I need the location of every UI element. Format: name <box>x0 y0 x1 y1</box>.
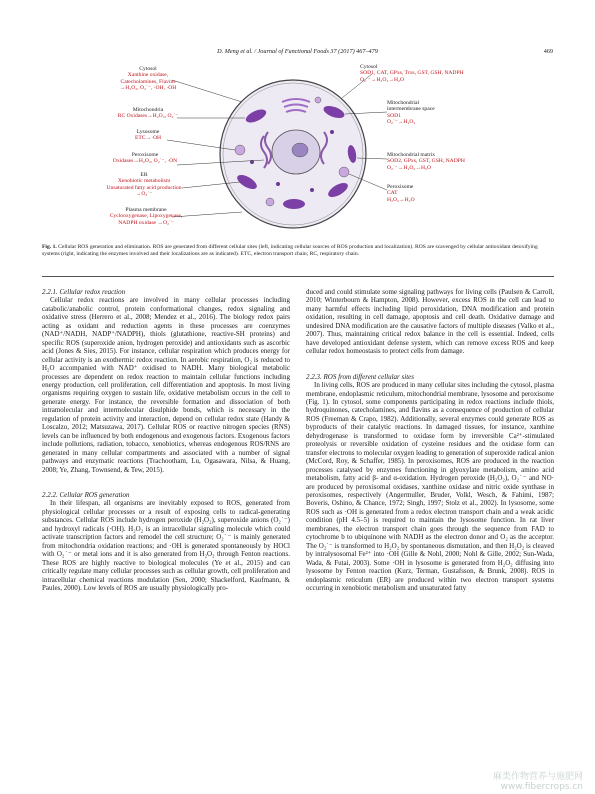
figure-1 <box>42 62 554 242</box>
label-plasma-membrane-source: Plasma membrane Cyclooxygenase, Lipoxygenase, NADPH oxidase →O₂˙⁻ <box>109 207 183 226</box>
page-number: 469 <box>543 48 553 55</box>
watermark: 麻类作物营养与施肥网 www.fibercrops.cn <box>492 772 583 792</box>
label-peroxisome-scavenger: Peroxisome CAT H₂O₂→H₂O <box>387 184 415 203</box>
lysosome <box>235 145 245 155</box>
running-header <box>42 48 553 60</box>
body-paragraph: duced and could stimulate some signaling pathways for living cells (Paulsen & Carroll, 2010; Winterbourn & Hampton, 2008). However, excess ROS in the cell can lead to many harmful effects including lipid peroxidation, DNA modification and protein oxidation, resulting in cell damage, apoptosis and cell death. Oxidative damage and undesired DNA modification are the causative factors of multiple diseases (Valko et al., 2007). Thus, maintaining critical redox balance in the cell is essential. Indeed, cells have developed antioxidant defense system, which can remove excess ROS and keep cellular redox homeostasis to protect cells from damage. <box>306 288 554 356</box>
section-heading: 2.2.2. Cellular ROS generation <box>42 490 130 499</box>
mitochondrion <box>283 199 305 209</box>
body-paragraph: Cellular redox reactions are involved in many cellular processes including catabolic/anabolic control, protein conformational changes, redox signaling and oxidative stress (Herrero et al., 2008; Mendez et al., 2016). The biology redox pairs acting as oxidant and reduction agents in these processes are coenzymes (NAD⁺/NADH, NADP⁺/NADPH), thiols (glutathione, reactive-SH proteins) and specific ROS (superoxide anion, hydrogen peroxide) and antioxidants such as ascorbic acid (Jones & Sies, 2015). For instance, cellular respiration which produces energy for cellular activity is an exothermic redox reaction. In aerobic respiration, O₂ is reduced to H₂O accompanied with NAD⁺ oxidised to NADH. Many biological metabolic processes are dependent on redox reaction to maintain cellular functions including energy production, cell proliferation, cell differentiation and apoptosis. In most living organisms requiring oxygen to sustain life, oxidative metabolism occurs in the cell to generate energy. For instance, the reversible formation and dissociation of both intramolecular and intermolecular disulphide bonds, which is necessary in the regulation of protein activity and interaction, depend on cellular redox state (Handy & Loscalzo, 2012; Matsuzawa, 2017). Cellular ROS or reactive nitrogen species (RNS) levels can be influenced by both endogenous and exogenous factors. Exogenous factors include pollutions, radiation, tobacco, xenobiotics, whereas endogenous ROS/RNS are generated in many cellular compartments and associated with a number of signal pathways and enzymatic reactions (Trachootham, Lu, Ogasawara, Nilsa, & Huang, 2008; Ye, Zhang, Townsend, & Tew, 2015). <box>42 296 290 474</box>
label-peroxisome-source: Peroxisome Oxidases→H₂O₂, O₂˙⁻, ·ON <box>112 152 178 165</box>
figure-caption <box>42 244 554 257</box>
peroxisome <box>339 167 349 177</box>
body-paragraph: In living cells, ROS are produced in many cellular sites including the cytosol, plasma membrane, endoplasmic reticulum, mitochondrial membrane, lysosome and peroxisome (Fig. 1). In cytosol, some components participating in redox reactions include thiols, hydroquinones, catecholamines, and flavins as a consequence of production of cellular ROS (Freeman & Crapo, 1982). Additionally, several enzymes could generate ROS as byproducts of their catalytic reactions. In damaged tissues, for instance, xanthine dehydrogenase is transformed to oxidase form by irreversible Ca²⁺-stimulated proteolysis or reversible oxidation of cysteine residues and the oxidase form can transfer electrons to molecular oxygen leading to generation of superoxide radical anion (McCord, Roy, & Schaffer, 1985). In peroxisomes, ROS are produced in the reaction processes catalysed by enzymes functioning in glyoxylate metabolism, amino acid metabolism, fatty acid β- and α-oxidation. Hydrogen peroxide (H₂O₂), O₂˙⁻ and NO· are produced by peroxisomal oxidases, xanthine oxidase and nitric oxide synthase in peroxisomes, respectively (Angermuller, Bruder, Volkl, Wesch, & Fahimi, 1987; Boveris, Oshino, & Chance, 1972; Singh, 1997; Stolz et al., 2002). In lysosome, some ROS such as ·OH is generated from a redox electron transport chain and a weak acidic condition (pH 4.5–5) is required to maintain the lysosome function. In rat liver membranes, the electron transport chain goes through the sequence from FAD to cytochrome b to ubiquinone with NADH as the electron donor and O₂ as the acceptor. The O₂˙⁻ is transformed to H₂O₂ by spontaneous dismutation, and then H₂O₂ is cleaved by intralysosomal Fe²⁺ into ·OH (Gille & Nohl, 2000; Nohl & Gille, 2002; Sun-Wada, Wada, & Futai, 2003). Some ·OH in lysosome is generated from H₂O₂ diffusing into lysosome by Fenton reaction (Kurz, Terman, Gustafsson, & Brunk, 2008). ROS in endoplasmic reticulum (ER) are produced within two electron transport systems occurring in xenobiotic metabolism and unsaturated fatty <box>306 381 554 592</box>
label-er-source: ER Xenobiotic metabolism Unsaturated fatty acid production →O₂˙⁻ <box>106 172 182 198</box>
caption-label: Fig. 1. <box>42 244 57 250</box>
left-column <box>42 288 290 592</box>
label-cytosol-source: Cytosol Xanthine oxidase, Catecholamines, Flavins →H₂O₂, O₂˙⁻, ·OH, ·OH <box>119 66 177 92</box>
label-mitochondria-source: Mitochondria RC Oxidases→H₂O₂, O₂˙⁻ <box>117 107 179 120</box>
nucleolus <box>292 143 308 157</box>
body-paragraph: In their lifespan, all organisms are inevitably exposed to ROS, generated from physiological cellular processes or a result of exposing cells to radical-generating substances. Cellular ROS include hydrogen peroxide (H₂O₂), superoxide anions (O₂˙⁻) and hydroxyl radicals (·OH). H₂O₂ is an intracellular signaling molecule which could activate transcription factors and remodel the cell structure; O₂˙⁻ is mainly generated from mitochondria oxidation reactions; and ·OH is generated spontaneously by HOCl with O₂˙⁻ or metal ions and it is also generated from H₂O₂ through Fenton reactions. These ROS are highly reactive to biological molecules (Ye et al., 2015) and can critically regulate many cellular processes such as cellular growth, cell proliferation and intracellular chemical reactions modulation (Sen, 2000; Shackelford, Kaufmann, & Paules, 2000). Low levels of ROS are usually physiologically pro- <box>42 499 290 592</box>
journal-citation: D. Meng et al. / Journal of Functional Foods 37 (2017) 467–479 <box>217 48 378 55</box>
section-heading: 2.2.3. ROS from different cellular sites <box>306 372 414 381</box>
label-mito-matrix-scavenger: Mitochondrial matrix SOD2, GPxs, GST, GSH, NADPH O₂˙⁻→H₂O₂→H₂O <box>387 152 465 171</box>
section-gap <box>42 474 290 491</box>
caption-divider <box>42 276 554 277</box>
label-lysosome-source: Lysosome ETC→·OH <box>134 129 162 142</box>
label-cytosol-scavenger: Cytosol SOD1, CAT, GPxs, Trxs, GST, GSH, NADPH O₂˙⁻→H₂O₂→H₂O <box>360 64 464 83</box>
right-column <box>306 288 554 592</box>
section-heading: 2.2.1. Cellular redox reaction <box>42 288 126 296</box>
label-mito-intermembrane-scavenger: Mitochondrial intermembrane space SOD1 O₂˙⁻→H₂O₂ <box>387 100 435 126</box>
section-gap <box>306 356 554 373</box>
caption-text: Cellular ROS generation and elimination. ROS are generated from different cellular sites (left, indicating cellular sources of ROS production and localization). ROS are scavenged by cellular antioxidant detoxifying systems (right, indicating the enzymes involved and their localizations are as indicated). ETC, electron transport chain; RC, respiratory chain. <box>42 244 538 257</box>
